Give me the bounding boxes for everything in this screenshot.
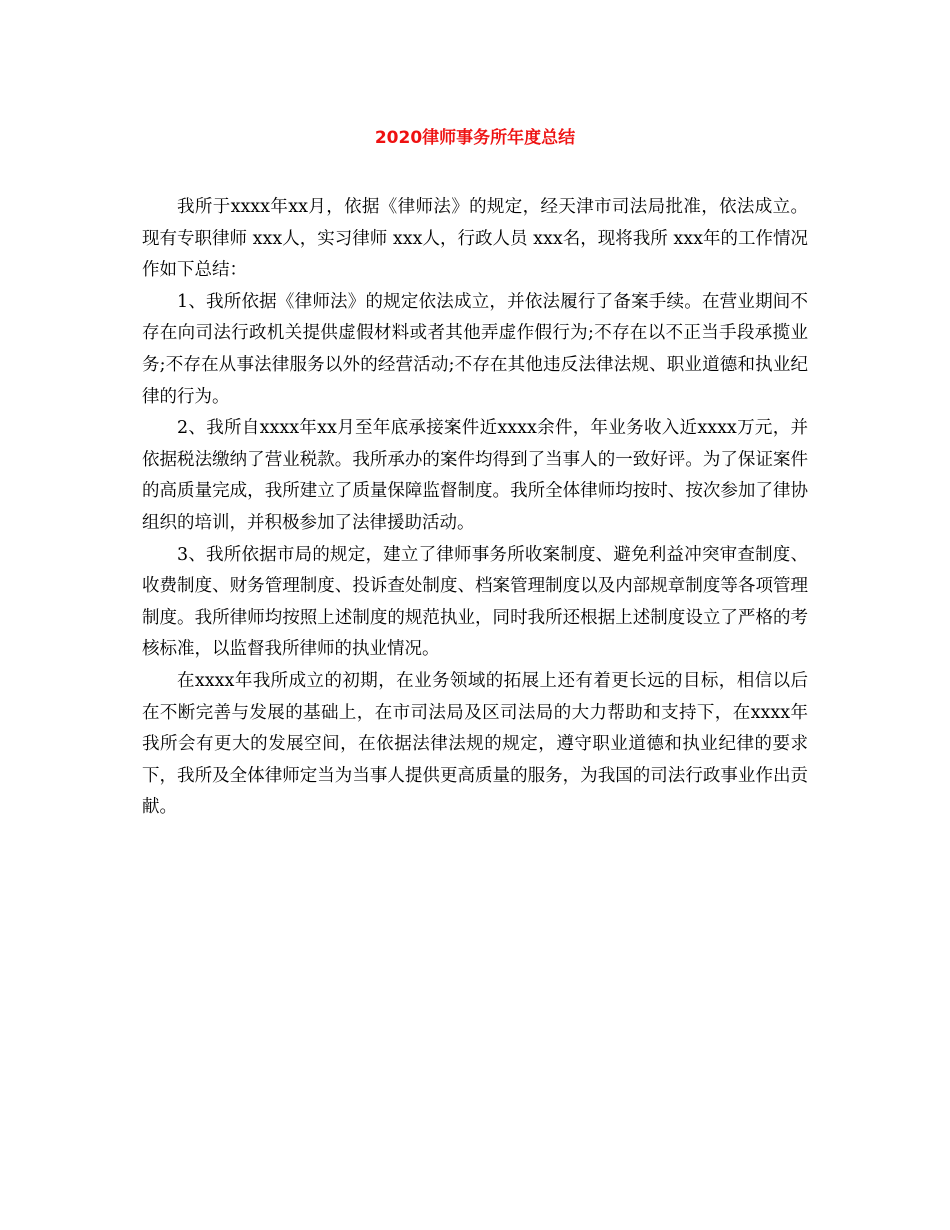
paragraph-conclusion: 在xxxx年我所成立的初期，在业务领域的拓展上还有着更长远的目标，相信以后在不断完善与发展的基础上，在市司法局及区司法局的大力帮助和支持下，在xxxx年我所会有更大的发展空间，在依据法律法规的规定，遵守职业道德和执业纪律的要求下，我所及全体律师定当为当事人提供更高质量的服务，为我国的司法行政事业作出贡献。	[142, 670, 808, 818]
document-title: 2020律师事务所年度总结	[374, 128, 576, 148]
paragraph-item-2: 2、我所自xxxx年xx月至年底承接案件近xxxx余件，年业务收入近xxxx万元，并依据税法缴纳了营业税款。我所承办的案件均得到了当事人的一致好评。为了保证案件的高质量完成，我所建立了质量保障监督制度。我所全体律师均按时、按次参加了律协组织的培训，并积极参加了法律援助活动。	[142, 418, 808, 533]
paragraph-item-1: 1、我所依据《律师法》的规定依法成立，并依法履行了备案手续。在营业期间不存在向司法行政机关提供虚假材料或者其他弄虚作假行为;不存在以不正当手段承揽业务;不存在从事法律服务以外的经营活动;不存在其他违反法律法规、职业道德和执业纪律的行为。	[142, 291, 808, 407]
paragraph-item-3: 3、我所依据市局的规定，建立了律师事务所收案制度、避免利益冲突审查制度、收费制度、财务管理制度、投诉查处制度、档案管理制度以及内部规章制度等各项管理制度。我所律师均按照上述制度的规范执业，同时我所还根据上述制度设立了严格的考核标准，以监督我所律师的执业情况。	[142, 544, 808, 660]
document-body	[142, 192, 808, 824]
paragraph-intro: 我所于xxxx年xx月，依据《律师法》的规定，经天津市司法局批准，依法成立。现有专职律师 xxx人，实习律师 xxx人，行政人员 xxx名，现将我所 xxx年的工作情况作如下总结：	[142, 197, 808, 281]
